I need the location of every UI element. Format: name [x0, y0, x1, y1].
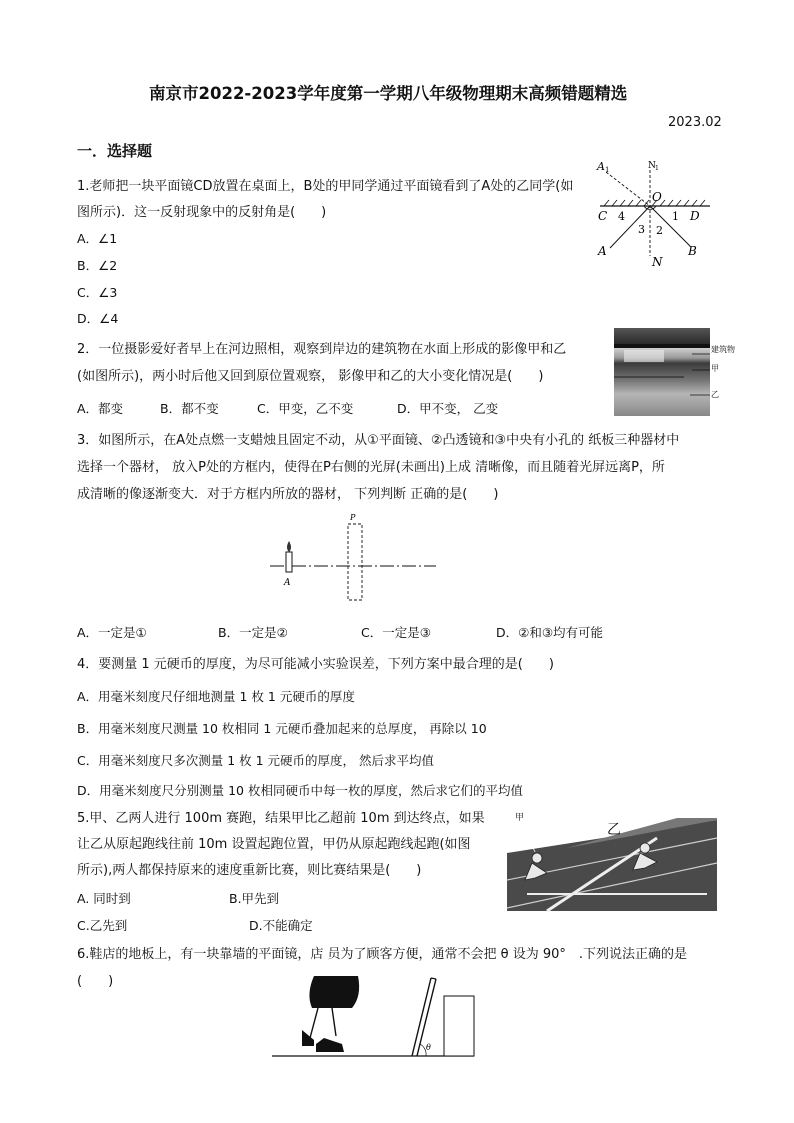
q3-option-b: B．一定是② — [218, 625, 288, 640]
q1-label-a: A — [598, 244, 607, 258]
q3-optics-figure — [268, 508, 440, 603]
q1-label-d: D — [690, 209, 700, 223]
q5-option-d: D.不能确定 — [249, 918, 313, 933]
q1-mirror-reflection-figure — [592, 158, 717, 273]
q1-label-n1: N — [648, 161, 656, 171]
q6-stem-line2: ( ) — [77, 974, 114, 989]
q5-stem-line2: 让乙从原起跑线往前 10m 设置起跑位置，甲仍从原起跑线起跑(如图 — [77, 837, 471, 852]
q6-label-theta: θ — [426, 1043, 431, 1052]
q1-label-2: 2 — [656, 224, 663, 237]
q1-label-o: O — [652, 190, 662, 204]
q5-stem-line1: 5.甲、乙两人进行 100m 赛跑，结果甲比乙超前 10m 到达终点，如果 — [77, 811, 485, 826]
q1-label-b: B — [688, 244, 697, 258]
q2-option-c: C．甲变，乙不变 — [257, 401, 354, 416]
q1-label-n: N — [652, 255, 663, 269]
q2-option-d: D．甲不变， 乙变 — [397, 401, 499, 416]
exam-date: 2023.02 — [668, 115, 722, 130]
q5-race-track-figure — [507, 808, 717, 913]
q1-label-4: 4 — [618, 210, 625, 223]
q6-shoe-mirror-figure — [266, 968, 476, 1060]
svg-text:1: 1 — [605, 166, 610, 174]
svg-text:1: 1 — [655, 165, 659, 172]
q1-label-a1: A — [597, 160, 605, 173]
q1-stem-line2: 图所示)．这一反射现象中的反射角是( ) — [77, 205, 327, 220]
q5-option-c: C.乙先到 — [77, 918, 128, 933]
q1-label-c: C — [598, 209, 608, 223]
q4-option-d: D．用毫米刻度尺分别测量 10 枚相同硬币中每一枚的厚度，然后求它们的平均值 — [77, 783, 523, 798]
q3-option-a: A．一定是① — [77, 625, 147, 640]
section-heading: 一．选择题 — [77, 142, 153, 160]
q3-option-d: D．②和③均有可能 — [496, 625, 604, 640]
q5-stem-line3: 所示),两人都保持原来的速度重新比赛，则比赛结果是( ) — [77, 863, 422, 878]
q6-stem-line1: 6.鞋店的地板上，有一块靠墙的平面镜，店 员为了顾客方便，通常不会把 θ 设为 90° .下列说法正确的是 — [77, 947, 688, 962]
q4-option-a: A．用毫米刻度尺仔细地测量 1 枚 1 元硬币的厚度 — [77, 689, 355, 704]
q2-label-building: 建筑物 — [711, 345, 735, 354]
q2-stem-line2: (如图所示)，两小时后他又回到原位置观察， 影像甲和乙的大小变化情况是( ) — [77, 369, 544, 384]
q5-label-jia: 甲 — [515, 813, 525, 823]
q1-option-d: D．∠4 — [77, 311, 119, 326]
q3-stem-line1: 3．如图所示，在A处点燃一支蜡烛且固定不动，从①平面镜、②凸透镜和③中央有小孔的 纸板三种器材中 — [77, 433, 680, 448]
q2-label-jia: 甲 — [711, 364, 719, 373]
q1-option-a: A．∠1 — [77, 231, 118, 246]
q4-stem: 4．要测量 1 元硬币的厚度，为尽可能减小实验误差，下列方案中最合理的是( ) — [77, 657, 554, 672]
q5-option-b: B.甲先到 — [229, 891, 280, 906]
q4-option-c: C．用毫米刻度尺多次测量 1 枚 1 元硬币的厚度， 然后求平均值 — [77, 753, 435, 768]
q1-option-b: B．∠2 — [77, 258, 118, 273]
q3-label-p: P — [350, 513, 356, 522]
q1-label-3: 3 — [638, 223, 645, 236]
q5-label-yi: 乙 — [607, 822, 621, 838]
q2-option-a: A．都变 — [77, 401, 124, 416]
q1-stem-line1: 1.老师把一块平面镜CD放置在桌面上，B处的甲同学通过平面镜看到了A处的乙同学(如 — [77, 179, 574, 194]
q1-label-1: 1 — [672, 210, 679, 223]
q3-stem-line3: 成清晰的像逐渐变大．对于方框内所放的器材， 下列判断 正确的是( ) — [77, 487, 499, 502]
q5-option-a: A. 同时到 — [77, 891, 131, 906]
page-title: 南京市2022-2023学年度第一学期八年级物理期末高频错题精选 — [149, 84, 628, 103]
q4-option-b: B．用毫米刻度尺测量 10 枚相同 1 元硬币叠加起来的总厚度， 再除以 10 — [77, 721, 487, 736]
q2-label-yi: 乙 — [711, 390, 719, 399]
q1-option-c: C．∠3 — [77, 285, 118, 300]
q3-label-a: A — [284, 578, 291, 588]
q2-stem-line1: 2．一位摄影爱好者早上在河边照相，观察到岸边的建筑物在水面上形成的影像甲和乙 — [77, 342, 567, 357]
q3-option-c: C．一定是③ — [361, 625, 431, 640]
q2-option-b: B．都不变 — [160, 401, 219, 416]
q3-stem-line2: 选择一个器材， 放入P处的方框内，使得在P右侧的光屏(未画出)上成 清晰像，而且随着光屏远离P，所 — [77, 460, 665, 475]
